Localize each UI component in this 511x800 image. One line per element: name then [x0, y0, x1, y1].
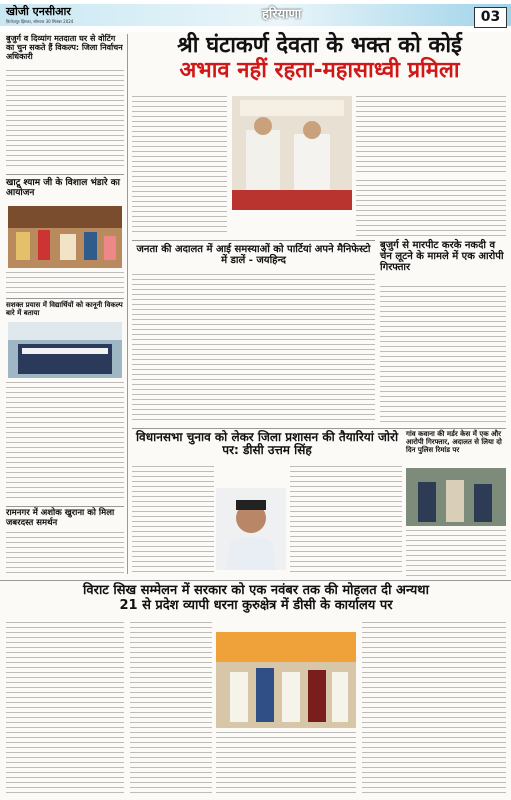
story-text-election [132, 466, 214, 576]
story-text-sikh-1 [6, 622, 124, 794]
headline-janata: जनता की अदालत में आई समस्याओं को पार्टियां अपने मैनिफेस्टो में डालें - जयहिन्द [136, 244, 371, 267]
section-name: हरियाणा [262, 7, 302, 22]
story-text-election-2 [290, 466, 402, 576]
headline-khatu: खाटू श्याम जी के विशाल भंडारे का आयोजन [6, 178, 120, 199]
headline-election: विधानसभा चुनाव को लेकर जिला प्रशासन की तैयारियां जोरो पर: डीसी उत्तम सिंह [135, 430, 399, 458]
photo-sikh-sammelan [216, 632, 356, 728]
story-text-jewel [406, 530, 506, 576]
headline-sikh [6, 584, 506, 613]
story-text-voters [6, 70, 124, 170]
story-rule [6, 298, 124, 299]
headline-robbery: बुजुर्ग से मारपीट करके नकदी व चेन लूटने के मामले में एक आरोपी गिरफ्तार [380, 240, 504, 274]
headline-lead [132, 34, 507, 83]
story-text-lead-1 [132, 96, 227, 236]
story-rule [6, 506, 124, 507]
headline-lead-line2: अभाव नहीं रहता-महासाध्वी प्रमिला [179, 57, 460, 83]
caption-lead [232, 212, 352, 226]
story-text-janata [132, 274, 375, 424]
story-rule [0, 580, 511, 581]
story-rule [6, 174, 124, 175]
story-text-sikh-2 [130, 622, 212, 794]
story-text-ramnagar [6, 532, 124, 574]
story-text-robbery [380, 286, 506, 424]
headline-students: सशक्त प्रयास में विद्यार्थियों को कानूनी विकल्प बारे में बताया [6, 301, 123, 317]
masthead-dateline: फ़िरोज़पुर झिरका, सोमवार 30 सितंबर 2024 [6, 19, 74, 24]
story-text-students [6, 382, 124, 502]
header-band [0, 4, 511, 26]
headline-ramnagar: रामनगर में अशोक खुराना को मिला जबरदस्त समर्थन [6, 508, 115, 528]
masthead-title: खोजी एनसीआर [6, 5, 71, 18]
story-rule [132, 428, 506, 429]
headline-lead-line1: श्री घंटाकर्ण देवता के भक्त को कोई [177, 33, 462, 58]
photo-khatu-bhandara [8, 206, 122, 268]
story-text-sikh-3 [216, 732, 356, 794]
photo-students [8, 322, 122, 378]
photo-dc-uttam-singh [216, 488, 286, 570]
caption-khatu [6, 272, 124, 294]
photo-arrest [406, 468, 506, 526]
story-text-lead-2 [356, 96, 506, 176]
headline-sikh-line2: 21 से प्रदेश व्यापी धरना कुरुक्षेत्र में डीसी के कार्यालय पर [119, 597, 393, 613]
column-rule [127, 34, 128, 574]
headline-jewel: गांव कवाना की मर्डर केस में एक और आरोपी गिरफ्तार, अदालत से लिया दो दिन पुलिस रिमांड पर [406, 430, 502, 454]
headline-sikh-line1: विराट सिख सम्मेलन में सरकार को एक नवंबर तक की मोहलत दी अन्यथा [83, 583, 429, 598]
photo-lead-samagam [232, 96, 352, 210]
story-text-lead-3 [356, 180, 506, 236]
story-text-sikh-4 [362, 622, 506, 794]
headline-voters: बुजुर्ग व दिव्यांग मतदाता घर से वोटिंग का चुन सकते हैं विकल्प: जिला निर्वाचन अधिकारी [6, 34, 123, 61]
page-number: 03 [474, 7, 507, 28]
story-rule [132, 240, 375, 241]
